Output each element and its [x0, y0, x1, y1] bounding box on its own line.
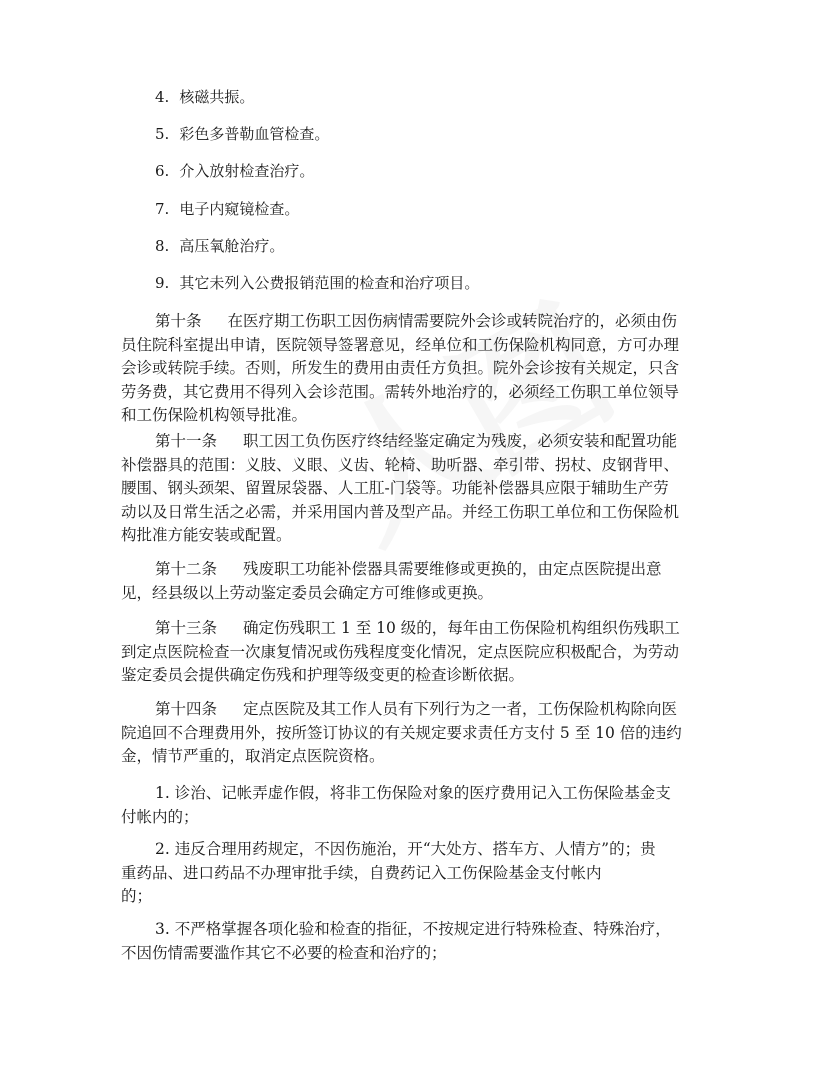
article-line: 院追回不合理费用外，按所签订协议的有关规定要求责任方支付 5 至 10 倍的违约 [121, 723, 682, 742]
article-text: 定点医院及其工作人员有下列行为之一者，工伤保险机构除向医 [243, 700, 678, 718]
article-line: 腰围、钢头颈架、留置尿袋器、人工肛-门袋等。功能补偿器具应限于辅助生产劳 [121, 479, 669, 497]
article-line: 劳务费，其它费用不得列入会诊范围。需转外地治疗的，必须经工伤职工单位领导 [121, 382, 680, 401]
article-label: 第十三条 [155, 619, 218, 637]
list-item [155, 198, 299, 220]
item-text: 彩色多普勒血管检查。 [179, 125, 330, 143]
article-text: 残废职工功能补偿器具需要维修或更换的，由定点医院提出意 [243, 560, 662, 578]
item-text: 电子内窥镜检查。 [179, 200, 300, 218]
item-text: 介入放射检查治疗。 [179, 162, 315, 180]
list-item [155, 123, 329, 145]
article-label: 第十条 [155, 312, 202, 330]
article-line: 员住院科室提出申请，医院领导签署意见，经单位和工伤保险机构同意，方可办理 [121, 335, 680, 354]
article-line: 补偿器具的范围：义肢、义眼、义齿、轮椅、助听器、牵引带、拐杖、皮钢背甲、 [121, 455, 680, 474]
item-number: 4. [155, 88, 170, 106]
article-line: 到定点医院检查一次康复情况或伤残程度变化情况，定点医院应积极配合，为劳动 [121, 642, 680, 661]
item-text: 核磁共振。 [179, 88, 255, 106]
sub-item-text: 1. 诊治、记帐弄虚作假，将非工伤保险对象的医疗费用记入工伤保险基金支 [155, 784, 671, 802]
list-item [155, 86, 254, 108]
sub-item-text: 2. 违反合理用药规定，不因伤施治，开“大处方、搭车方、人情方”的；贵 [155, 840, 656, 858]
item-number: 8. [155, 237, 170, 255]
sub-item-line: 重药品、进口药品不办理审批手续，自费药记入工伤保险基金支付帐内 [121, 863, 602, 882]
article-line: 动以及日常生活之必需，并采用国内普及型产品。并经工伤职工单位和工伤保险机 [121, 502, 680, 521]
sub-item-text: 3. 不严格掌握各项化验和检查的指征，不按规定进行特殊检查、特殊治疗， [155, 920, 671, 938]
sub-item-2 [121, 838, 701, 909]
article-10 [121, 310, 701, 428]
article-13 [121, 617, 701, 688]
sub-item-1 [121, 782, 701, 829]
sub-item-3 [121, 918, 701, 965]
item-text: 高压氧舱治疗。 [179, 237, 285, 255]
article-14 [121, 698, 701, 769]
item-number: 5. [155, 125, 170, 143]
list-item [155, 235, 284, 257]
item-text: 其它未列入公费报销范围的检查和治疗项目。 [179, 274, 480, 292]
list-item [155, 160, 314, 182]
sub-item-line: 不因伤情需要滥作其它不必要的检查和治疗的； [121, 943, 447, 962]
article-line: 构批准方能安装或配置。 [121, 526, 292, 544]
item-number: 9. [155, 274, 170, 292]
sub-item-line: 付帐内的； [121, 807, 199, 826]
article-text: 在医疗期工伤职工因伤病情需要院外会诊或转院治疗的，必须由伤 [227, 312, 678, 330]
list-item [155, 272, 479, 294]
article-text: 职工因工负伤医疗终结经鉴定确定为残废，必须安装和配置功能 [243, 432, 678, 450]
item-number: 7. [155, 200, 170, 218]
article-12 [121, 558, 701, 605]
article-line: 见，经县级以上劳动鉴定委员会确定方可维修或更换。 [121, 583, 494, 602]
article-label: 第十二条 [155, 560, 218, 578]
article-line: 金，情节严重的，取消定点医院资格。 [121, 747, 385, 765]
article-text: 确定伤残职工 1 至 10 级的，每年由工伤保险机构组织伤残职工 [243, 619, 680, 637]
article-11 [121, 430, 701, 548]
article-line: 和工伤保险机构领导批准。 [121, 406, 308, 424]
item-number: 6. [155, 162, 170, 180]
article-label: 第十一条 [155, 432, 218, 450]
article-line: 鉴定委员会提供确定伤残和护理等级变更的检查诊断依据。 [121, 666, 525, 684]
article-line: 会诊或转院手续。否则，所发生的费用由责任方负担。院外会诊按有关规定，只含 [121, 359, 680, 377]
article-label: 第十四条 [155, 700, 218, 718]
sub-item-line: 的； [121, 887, 153, 905]
